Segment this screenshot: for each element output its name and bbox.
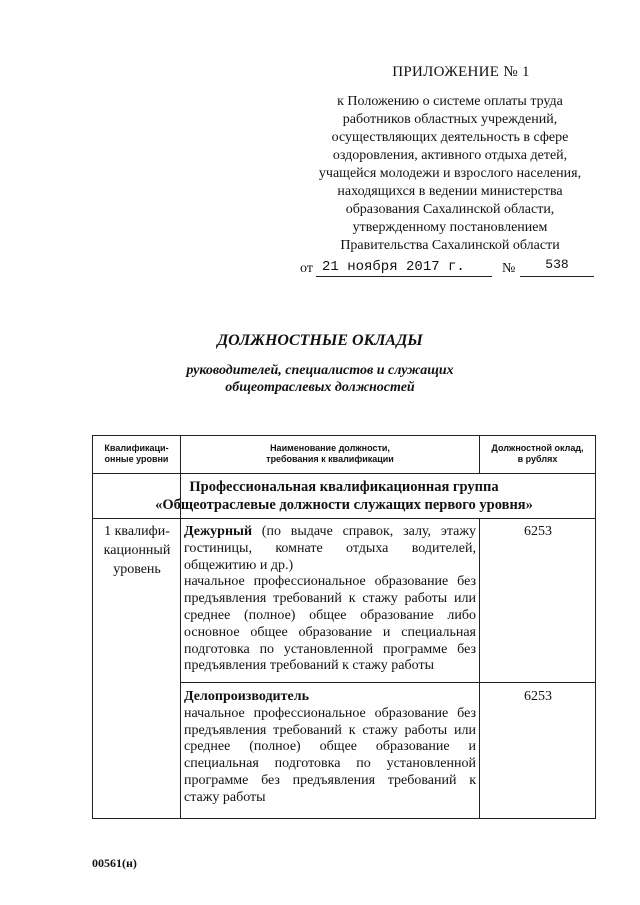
header-line: требования к квалификации [266,454,394,464]
appendix-title: ПРИЛОЖЕНИЕ № 1 [392,64,530,80]
salary-table [92,435,596,819]
header-line: Квалификаци- [104,443,169,453]
header-line: в рублях [517,454,558,464]
appendix-text [300,93,600,255]
appendix-line: к Положению о системе оплаты труда [337,94,563,109]
document-code: 00561(н) [92,856,137,870]
level-line: уровень [113,562,161,577]
salary-value: 6253 [524,689,552,704]
subtitle-line: руководителей, специалистов и служащих [186,363,454,378]
from-label: от [300,261,313,276]
row-divider [180,682,595,683]
position-title-line [184,524,476,574]
position-requirements: начальное профессиональное образование без предъявления требований к стажу работы или среднее (полное) общее образование и специальная подготовка по установленной программе без предъявления требований к стажу работы [184,705,476,805]
header-level [93,443,180,465]
position-title-line [184,689,476,706]
subtitle-line: общеотраслевых должностей [225,380,415,395]
header-salary [480,443,595,465]
salary-value: 6253 [524,524,552,539]
appendix-line: работников областных учреждений, [342,112,558,127]
appendix-line: находящихся в ведении министерства [337,184,563,199]
position-requirements: начальное профессиональное образование без предъявления требований к стажу работы или среднее (полное) общее образование либо основное общее образование и специальная подготовка по установленной программе без предъявления требований к стажу работы [184,574,476,674]
level-line: 1 квалифи- [104,524,170,539]
position-description [184,689,476,807]
document-heading [0,332,640,396]
appendix-line: образования Сахалинской области, [345,202,555,217]
header-line: Должностной оклад, [491,443,584,453]
appendix-block [300,64,600,281]
appendix-line: осуществляющих деятельность в сфере [331,130,569,145]
column-divider [479,518,480,818]
document-title: ДОЛЖНОСТНЫЕ ОКЛАДЫ [217,332,423,349]
qualification-level [95,522,179,579]
position-name: Делопроизводитель [184,689,309,704]
document-subtitle [0,362,640,396]
number-label: № [502,261,516,276]
row-divider [93,473,595,474]
appendix-line: утвержденному постановлением [352,220,548,235]
position-name: Дежурный [184,524,253,539]
row-divider [93,518,595,519]
appendix-line: Правительства Сахалинской области [340,238,560,253]
level-line: кационный [103,543,171,558]
appendix-line: учащейся молодежи и взрослого населения, [318,166,582,181]
resolution-number: 538 [520,257,594,277]
position-description [184,524,476,675]
header-position [181,443,479,465]
resolution-line [300,259,600,281]
qualification-group-title [93,478,595,514]
resolution-date: 21 ноября 2017 г. [316,259,492,277]
group-title-line: Профессиональная квалификационная группа [189,479,499,495]
group-title-line: «Общеотраслевые должности служащих первого уровня» [155,497,533,513]
header-line: Наименование должности, [270,443,390,453]
position-name-suffix: (по выдаче справок, залу, этажу гостиницы, комнате отдыха водителей, общежитию и др.) [184,524,476,573]
header-line: онные уровни [104,454,169,464]
appendix-line: оздоровления, активного отдыха детей, [332,148,568,163]
